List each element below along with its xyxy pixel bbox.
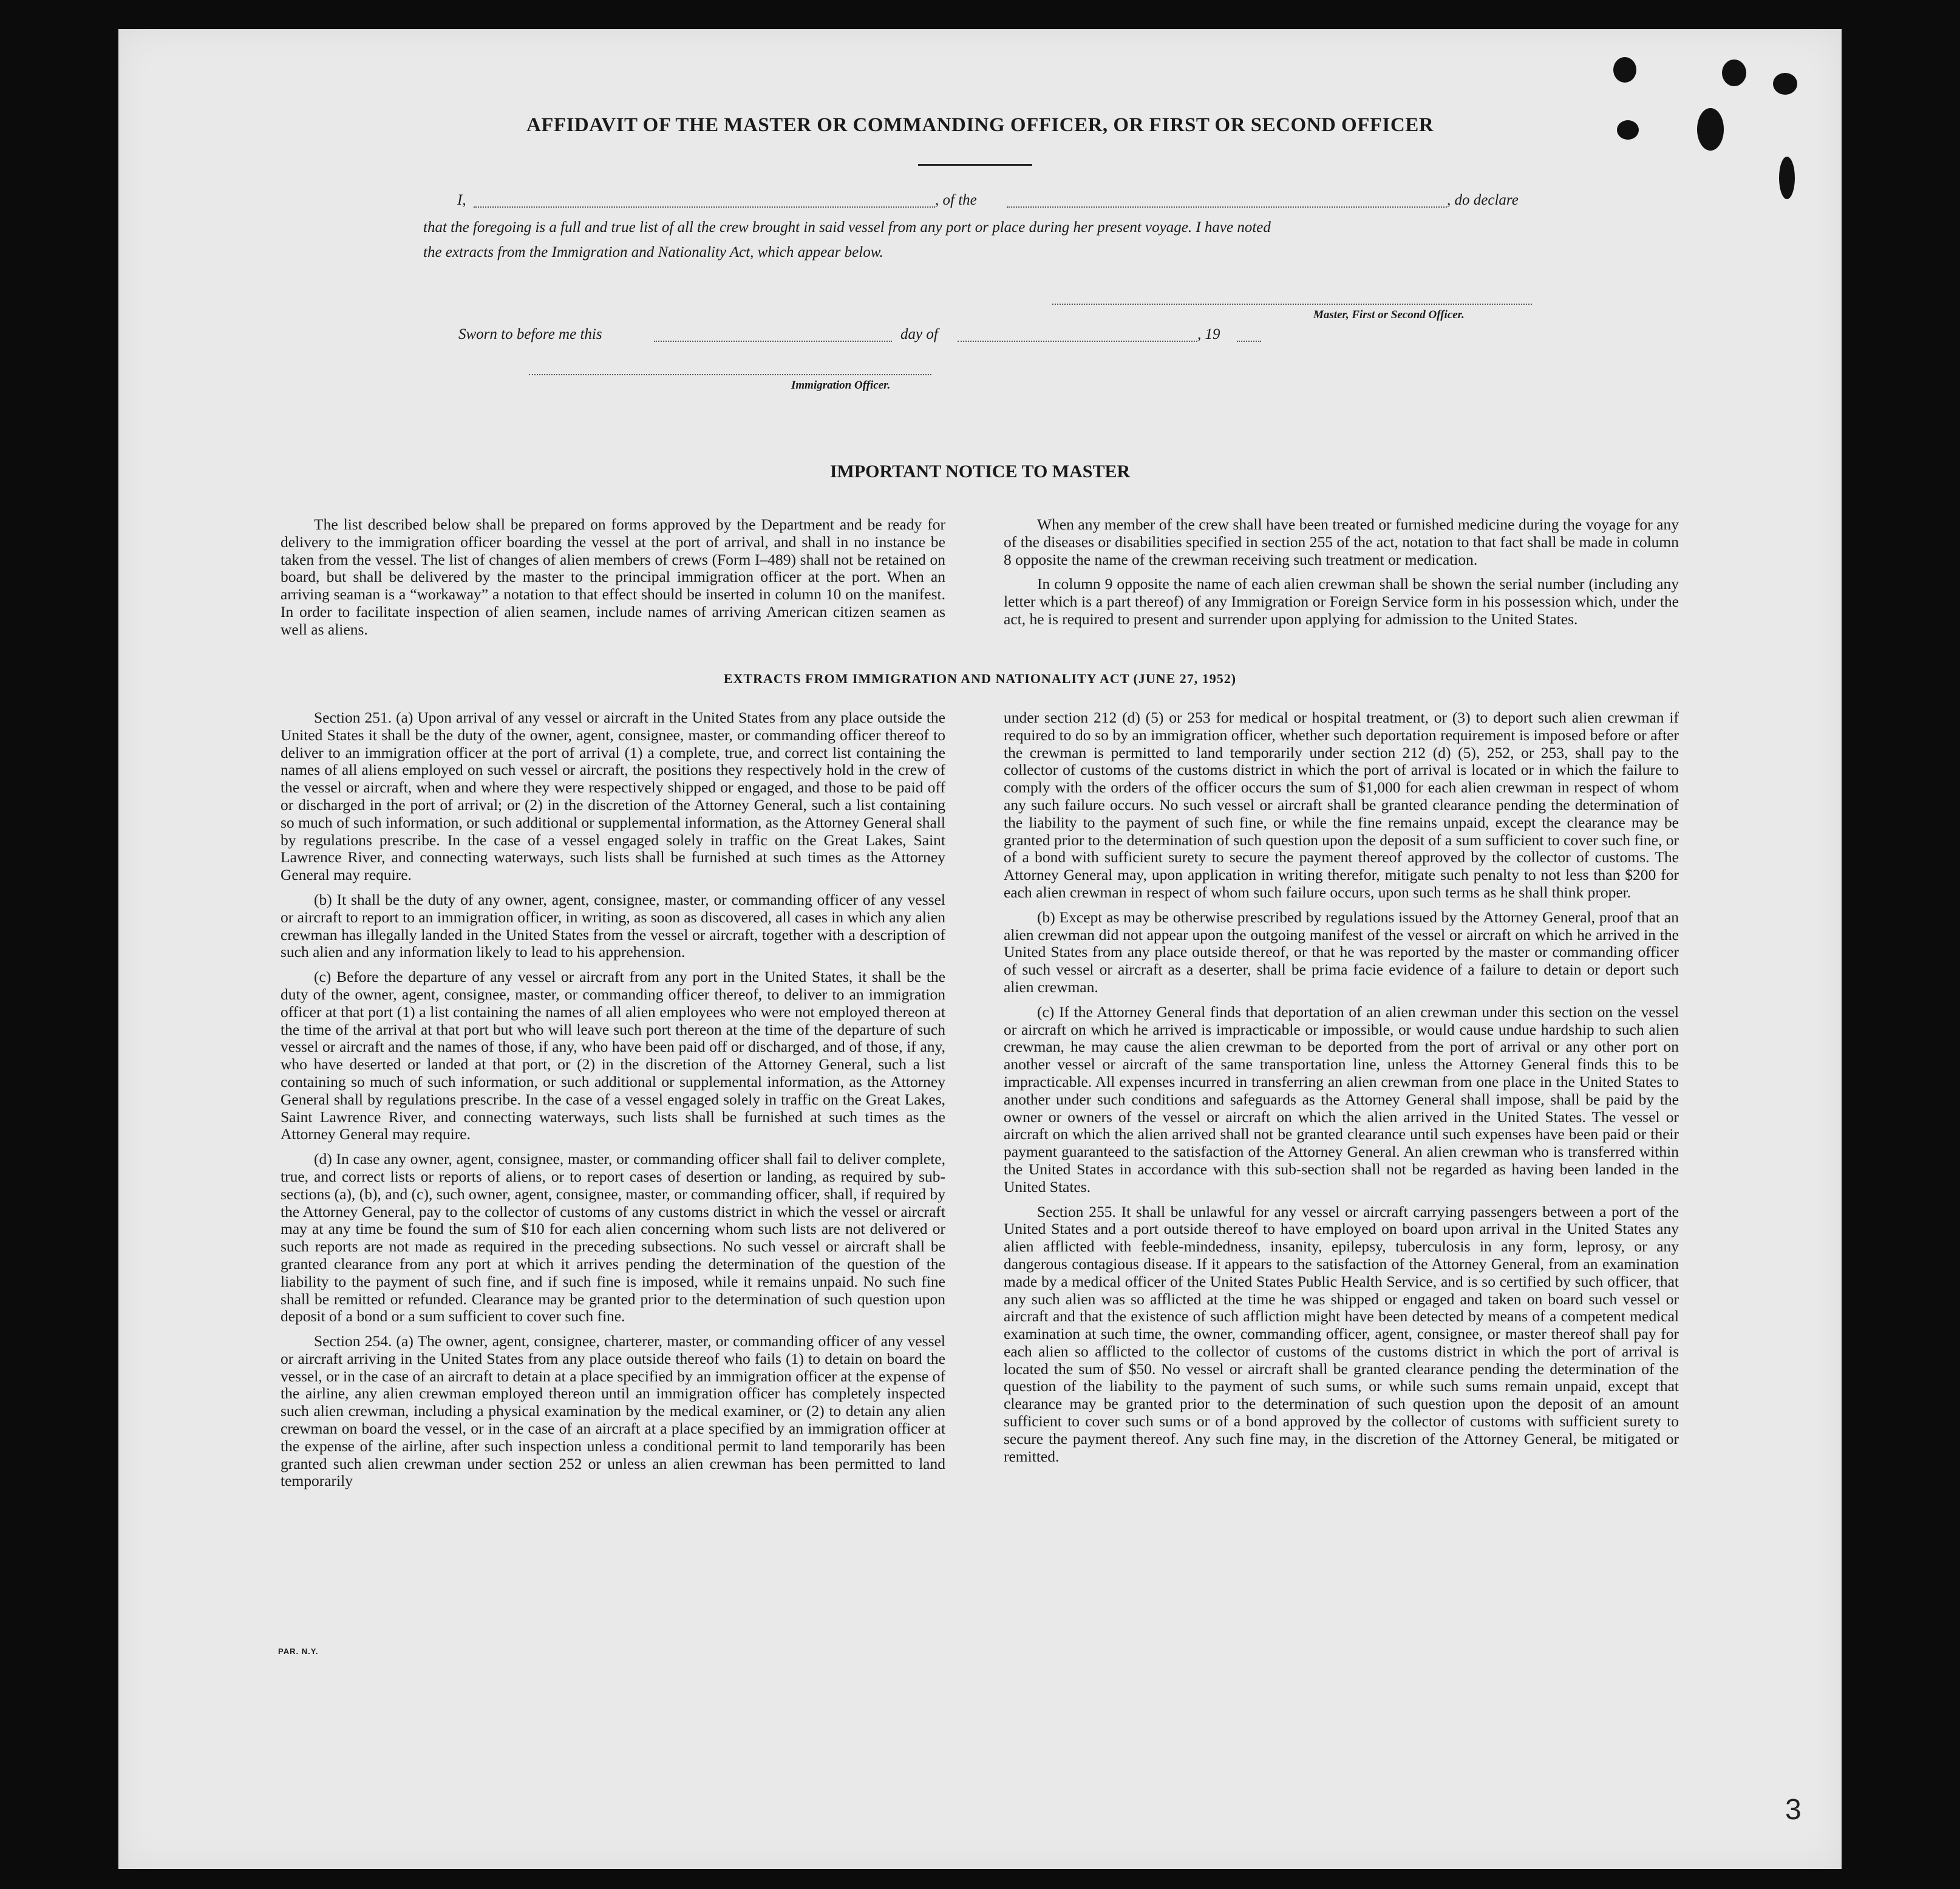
ink-blot-mark bbox=[1613, 57, 1636, 83]
officer-signature-label: Immigration Officer. bbox=[791, 379, 891, 392]
declarant-label: I, bbox=[457, 192, 466, 208]
year-label: , 19 bbox=[1197, 326, 1220, 342]
declaration-text-line-1: that the foregoing is a full and true list of all the crew brought in said vessel from any port or place during her present voyage. I have noted bbox=[423, 219, 1271, 236]
declaration-text-line-2: the extracts from the Immigration and Nationality Act, which appear below. bbox=[423, 244, 883, 260]
notice-title: IMPORTANT NOTICE TO MASTER bbox=[829, 461, 1131, 482]
ink-blot-mark bbox=[1773, 73, 1797, 95]
notice-left-column bbox=[281, 516, 945, 646]
master-signature-line[interactable] bbox=[1052, 304, 1532, 305]
notice-right-column bbox=[1004, 516, 1679, 636]
extract-paragraph: Section 251. (a) Upon arrival of any vessel or aircraft in the United States from any place outside the United States it shall be the duty of the owner, agent, consignee, master, or commanding officer thereof to deliver to an immigration officer at the port of arrival (1) a complete, true, and correct list containing the names of all aliens employed on such vessel or aircraft, the positions they respectively hold in the crew of the vessel or aircraft, when and where they were respectively shipped or engaged, and those to be paid off or discharged in the port of arrival; or (2) in the discretion of the Attorney General, such a list containing so much of such information, or such additional or supplemental information, as the Attorney General shall by regulations prescribe. In the case of a vessel engaged solely in traffic on the Great Lakes, Saint Lawrence River, and connecting waterways, such lists shall be furnished at such times as the Attorney General may require. bbox=[281, 709, 945, 884]
extract-paragraph: under section 212 (d) (5) or 253 for medical or hospital treatment, or (3) to deport such alien crewman if required to do so by an immigration officer, whether such deportation requirement is imposed before or after the crewman is permitted to land temporarily under section 212 (d) (5), 252, or 253, shall pay to the collector of customs of the customs district in which the port of arrival is located or in which the failure to comply with the orders of the officer occurs the sum of $1,000 for each alien crewman in respect of whom any such failure occurs. No such vessel or aircraft shall be granted clearance pending the determination of the liability to the payment of such fine, or while the fine remains unpaid, except the clearance may be granted prior to the determination of such question upon the deposit of a sum sufficient to cover such fine, or of a bond with sufficient surety to secure the payment thereof approved by the collector of customs. The Attorney General may, upon application in writing therefor, mitigate such penalty to not less than $200 for each alien crewman in respect of whom such failure occurs, upon such terms as he shall think proper. bbox=[1004, 709, 1679, 901]
title-divider bbox=[918, 164, 1032, 166]
day-of-label: day of bbox=[900, 326, 938, 342]
sworn-month-line[interactable] bbox=[958, 341, 1197, 342]
extract-paragraph: (c) Before the departure of any vessel or aircraft from any port in the United States, it shall be the duty of the owner, agent, consignee, master, or commanding officer thereof, to deliver to an immigration officer at that port (1) a list containing the names of all alien employees who were not employed thereon at the time of the arrival at that port but who will leave such port thereon at the time of the departure of such vessel or aircraft and the names of those, if any, who have been paid off or discharged, and of those, if any, who have deserted or landed at that port, or (2) in the discretion of the Attorney General, such a list containing so much of such information, or such additional or supplemental information, as the Attorney General shall by regulations prescribe. In the case of a vessel engaged solely in traffic on the Great Lakes, Saint Lawrence River, and connecting waterways, such lists shall be furnished at such times as the Attorney General may require. bbox=[281, 968, 945, 1143]
extract-paragraph: (d) In case any owner, agent, consignee, master, or commanding officer shall fail to deliver complete, true, and correct lists or reports of aliens, or to report cases of desertion or landing, as required by sub-sections (a), (b), and (c), such owner, agent, consignee, master, or commanding officer, shall, if required by the Attorney General, pay to the collector of customs of any customs district in which the vessel or aircraft may at any time be found the sum of $10 for each alien concerning whom such lists are not delivered or such reports are not made as required in the preceding subsections. No such vessel or aircraft shall be granted clearance from any port at which it arrives pending the determination of the question of the liability to the payment of such fine, and if such fine is imposed, while it remains unpaid. No such fine shall be remitted or refunded. Clearance may be granted prior to the determination of such question upon deposit of a bond or a sum sufficient to cover such fine. bbox=[281, 1150, 945, 1326]
master-signature-label: Master, First or Second Officer. bbox=[1313, 308, 1465, 321]
sworn-day-line[interactable] bbox=[654, 341, 892, 342]
extract-paragraph: (b) It shall be the duty of any owner, agent, consignee, master, or commanding officer of any vessel or aircraft to report to an immigration officer, in writing, as soon as discovered, all cases in which any alien crewman has illegally landed in the United States from the vessel or aircraft, together with a description of such alien and any information likely to lead to his apprehension. bbox=[281, 890, 945, 961]
extracts-title: EXTRACTS FROM IMMIGRATION AND NATIONALITY ACT (JUNE 27, 1952) bbox=[723, 671, 1237, 686]
of-the-label: , of the bbox=[935, 192, 977, 208]
officer-signature-line[interactable] bbox=[529, 374, 931, 375]
page-number: 3 bbox=[1785, 1794, 1802, 1826]
declarant-name-line[interactable] bbox=[474, 206, 935, 208]
extract-paragraph: (c) If the Attorney General finds that deportation of an alien crewman under this section on the vessel or aircraft on which he arrived is impracticable or impossible, or would cause undue hardship to such alien crewman, he may cause the alien crewman to be deported from the port of arrival or any other port on another vessel or aircraft of the same transportation line, unless the Attorney General finds this to be impracticable. All expenses incurred in transferring an alien crewman from one place in the United States to another under such conditions and safeguards as the Attorney General shall impose, shall be paid by the owner or owners of the vessel or aircraft on which the alien arrived in the United States. The vessel or aircraft on which the alien arrived shall not be granted clearance until such expenses have been paid or their payment guaranteed to the satisfaction of the Attorney General. An alien crewman who is transferred within the United States in accordance with this sub-section shall not be regarded as having been landed in the United States. bbox=[1004, 1002, 1679, 1196]
sworn-year-line[interactable] bbox=[1237, 341, 1261, 342]
document-page bbox=[118, 29, 1842, 1869]
notice-paragraph: When any member of the crew shall have been treated or furnished medicine during the voyage for any of the diseases or disabilities specified in section 255 of the act, notation to that fact shall be made in column 8 opposite the name of the crewman receiving such treatment or medication. bbox=[1004, 516, 1679, 568]
extract-paragraph: (b) Except as may be otherwise prescribed by regulations issued by the Attorney General, proof that an alien crewman did not appear upon the outgoing manifest of the vessel or aircraft on which he arrived in the United States from any place outside thereof, or that he was reported by the master or commanding officer of such vessel or aircraft as a deserter, shall be prima facie evidence of a failure to detain or deport such alien crewman. bbox=[1004, 908, 1679, 996]
extracts-right-column bbox=[1004, 709, 1679, 1472]
extracts-left-column bbox=[281, 709, 945, 1497]
printer-mark: PAR. N.Y. bbox=[278, 1647, 319, 1656]
notice-paragraph: The list described below shall be prepared on forms approved by the Department and be ready for delivery to the immigration officer boarding the vessel at the port of arrival, and shall in no instance be taken from the vessel. The list of changes of alien members of crews (Form I–489) shall not be retained on board, but shall be delivered by the master to the principal immigration officer at the port. When an arriving seaman is a “workaway” a notation to that effect should be inserted in column 10 on the manifest. In order to facilitate inspection of alien seamen, include names of arriving American citizen seamen as well as aliens. bbox=[281, 516, 945, 638]
ink-blot-mark bbox=[1779, 157, 1795, 199]
notice-paragraph: In column 9 opposite the name of each alien crewman shall be shown the serial number (including any letter which is a part thereof) of any Immigration or Foreign Service form in his possession which, under the act, he is required to present and surrender upon applying for admission to the United States. bbox=[1004, 575, 1679, 628]
extract-paragraph: Section 255. It shall be unlawful for any vessel or aircraft carrying passengers between a port of the United States and a port outside thereof to have employed on board upon arrival in the United States any alien afflicted with feeble-mindedness, insanity, epilepsy, tuberculosis in any form, leprosy, or any dangerous contagious disease. If it appears to the satisfaction of the Attorney General, from an examination made by a medical officer of the United States Public Health Service, and is so certified by such officer, that any such alien was so afflicted at the time he was shipped or engaged and taken on board such vessel or aircraft and that the existence of such affliction might have been detected by means of a competent medical examination at such time, the owner, commanding officer, agent, consignee, or master thereof shall pay for each alien so afflicted to the collector of customs of the customs district in which the port of arrival is located the sum of $50. No vessel or aircraft shall be granted clearance pending the determination of the question of the liability to the payment of such sums, or while such sums remain unpaid, except that clearance may be granted prior to the determination of such question upon the deposit of an amount sufficient to cover such sums or of a bond approved by the collector of customs with sufficient surety to secure the payment thereof. Any such fine may, in the discretion of the Attorney General, be mitigated or remitted. bbox=[1004, 1202, 1679, 1465]
vessel-name-line[interactable] bbox=[1007, 206, 1447, 208]
extract-paragraph: Section 254. (a) The owner, agent, consignee, charterer, master, or commanding officer of any vessel or aircraft arriving in the United States from any place outside thereof who fails (1) to detain on board the vessel, or in the case of an aircraft to detain at a place specified by an immigration officer at the expense of the airline, any alien crewman employed thereon until an immigration officer has completely inspected such alien crewman, including a physical examination by the medical examiner, or (2) to detain any alien crewman on board the vessel, or in the case of an aircraft at a place specified by an immigration officer at the expense of the airline, after such inspection unless a conditional permit to land temporarily has been granted such alien crewman under section 252 or unless an alien crewman has been permitted to land temporarily bbox=[281, 1332, 945, 1490]
affidavit-title: AFFIDAVIT OF THE MASTER OR COMMANDING OFFICER, OR FIRST OR SECOND OFFICER bbox=[526, 114, 1434, 136]
ink-blot-mark bbox=[1722, 60, 1746, 86]
do-declare-label: , do declare bbox=[1447, 192, 1519, 208]
sworn-label: Sworn to before me this bbox=[458, 326, 602, 342]
